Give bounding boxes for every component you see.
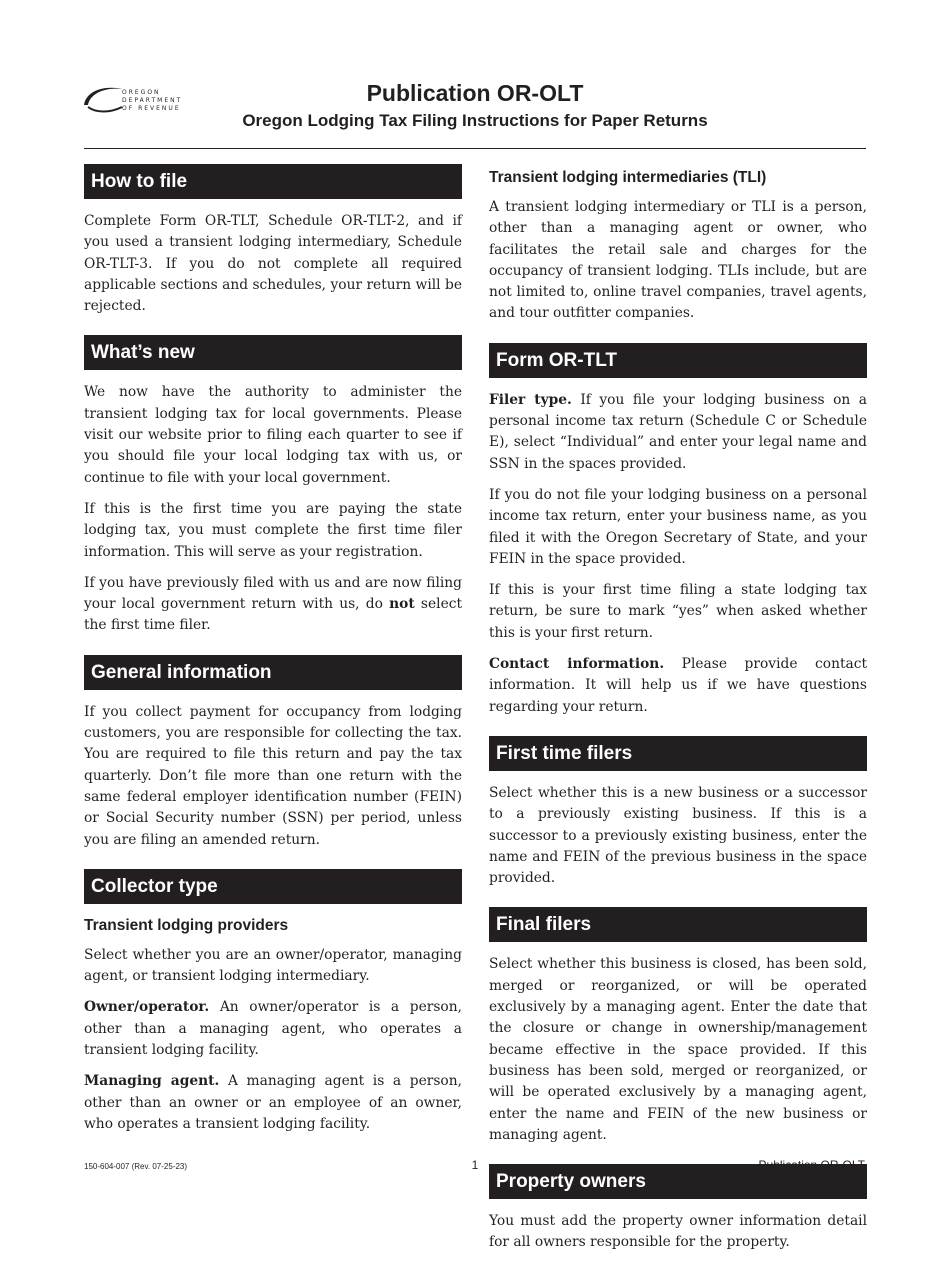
section-heading: Final filers	[489, 907, 867, 942]
paragraph: If you collect payment for occupancy from lodging customers, you are responsible for collecting the tax. You are required to file this return and pay the tax quarterly. Don’t file more than one return with the same federal employer identification number (FEIN) or Social Security number (SSN) per period, unless you are filing an amended return.	[84, 703, 462, 848]
paragraph: Complete Form OR-TLT, Schedule OR-TLT-2, and if you used a transient lodging intermediary, Schedule OR-TLT-3. If you do not complete all required applicable sections and schedules, your return will be rejected.	[84, 213, 462, 315]
logo-line-3: OF REVENUE	[122, 105, 181, 112]
section-heading: First time filers	[489, 736, 867, 771]
paragraph: Select whether you are an owner/operator, managing agent, or transient lodging intermediary.	[84, 946, 462, 985]
property-owners-section	[489, 1164, 867, 1254]
subheading: Transient lodging intermediaries (TLI)	[489, 169, 767, 186]
page-title: Publication OR-OLT	[366, 80, 584, 106]
paragraph: Managing agent. A managing agent is a person, other than an owner or an employee of an owner, who operates a transient lodging facility.	[84, 1073, 463, 1132]
section-heading: How to file	[84, 164, 462, 199]
page-subtitle: Oregon Lodging Tax Filing Instructions for Paper Returns	[242, 111, 708, 130]
right-column	[489, 164, 867, 1264]
paragraph: If you do not file your lodging business on a personal income tax return, enter your business name, as you filed it with the Oregon Secretary of State, and your FEIN in the space provided.	[489, 486, 867, 567]
section-heading: General information	[84, 655, 462, 690]
paragraph: A transient lodging intermediary or TLI is a person, other than a managing agent or owner, who facilitates the retail sale and charges for the occupancy of transient lodging. TLIs include, but are not limited to, online travel companies, travel agents, and tour outfitter companies.	[489, 199, 867, 322]
section-heading: Collector type	[84, 869, 462, 904]
section-heading: Property owners	[489, 1164, 867, 1199]
logo-line-1: OREGON	[122, 89, 161, 96]
whats-new-section	[84, 335, 462, 636]
paragraph: We now have the authority to administer the transient lodging tax for local governments. Please visit our website prior to filing each quarter to see if you should file your local lodging tax with us, or continue to file with your local government.	[84, 384, 462, 486]
paragraph: If this is the first time you are paying the state lodging tax, you must complete the first time filer information. This will serve as your registration.	[84, 500, 462, 560]
paragraph: Filer type. If you file your lodging business on a personal income tax return (Schedule C or Schedule E), select “Individual” and enter your legal name and SSN in the spaces provided.	[489, 391, 868, 472]
paragraph: If this is your first time filing a state lodging tax return, be sure to mark “yes” when asked whether this is your first return.	[489, 582, 867, 641]
section-heading: Form OR-TLT	[489, 343, 867, 378]
collector-type-section	[84, 869, 462, 1135]
footer-publication: Publication OR-OLT	[758, 1158, 865, 1172]
tli-section	[489, 168, 867, 325]
paragraph: Owner/operator. An owner/operator is a person, other than a managing agent, who operates a transient lodging facility.	[84, 999, 462, 1059]
paragraph: You must add the property owner information detail for all owners responsible for the property.	[489, 1213, 867, 1251]
logo-line-2: DEPARTMENT	[122, 97, 183, 104]
section-heading: What’s new	[84, 335, 462, 370]
subheading: Transient lodging providers	[84, 916, 289, 934]
how-to-file-section	[84, 164, 462, 317]
paragraph: Select whether this is a new business or a successor to a previously existing business. If this is a successor to a previously existing business, enter the name and FEIN of the previous business in the space provided.	[489, 784, 867, 887]
page-number: 1	[471, 1158, 479, 1172]
final-filers-section	[489, 907, 867, 1146]
left-column	[84, 164, 462, 1145]
first-time-filers-section	[489, 736, 867, 889]
general-information-section	[84, 655, 462, 851]
form-or-tlt-section	[489, 343, 867, 718]
paragraph: Contact information. Please provide contact information. It will help us if we have questions regarding your return.	[489, 656, 867, 715]
paragraph: Select whether this business is closed, has been sold, merged or reorganized, or will be operated exclusively by a managing agent. Enter the date that the closure or change in ownership/management became effective in the space provided. If this business has been sold, merged or reorganized, or will be operated exclusively by a managing agent, enter the name and FEIN of the new business or managing agent.	[489, 956, 867, 1143]
form-number: 150-604-007 (Rev. 07-25-23)	[84, 1162, 188, 1171]
header-divider	[84, 148, 866, 149]
paragraph: If you have previously filed with us and are now filing your local government return with us, do not select the first time filer.	[84, 574, 463, 634]
